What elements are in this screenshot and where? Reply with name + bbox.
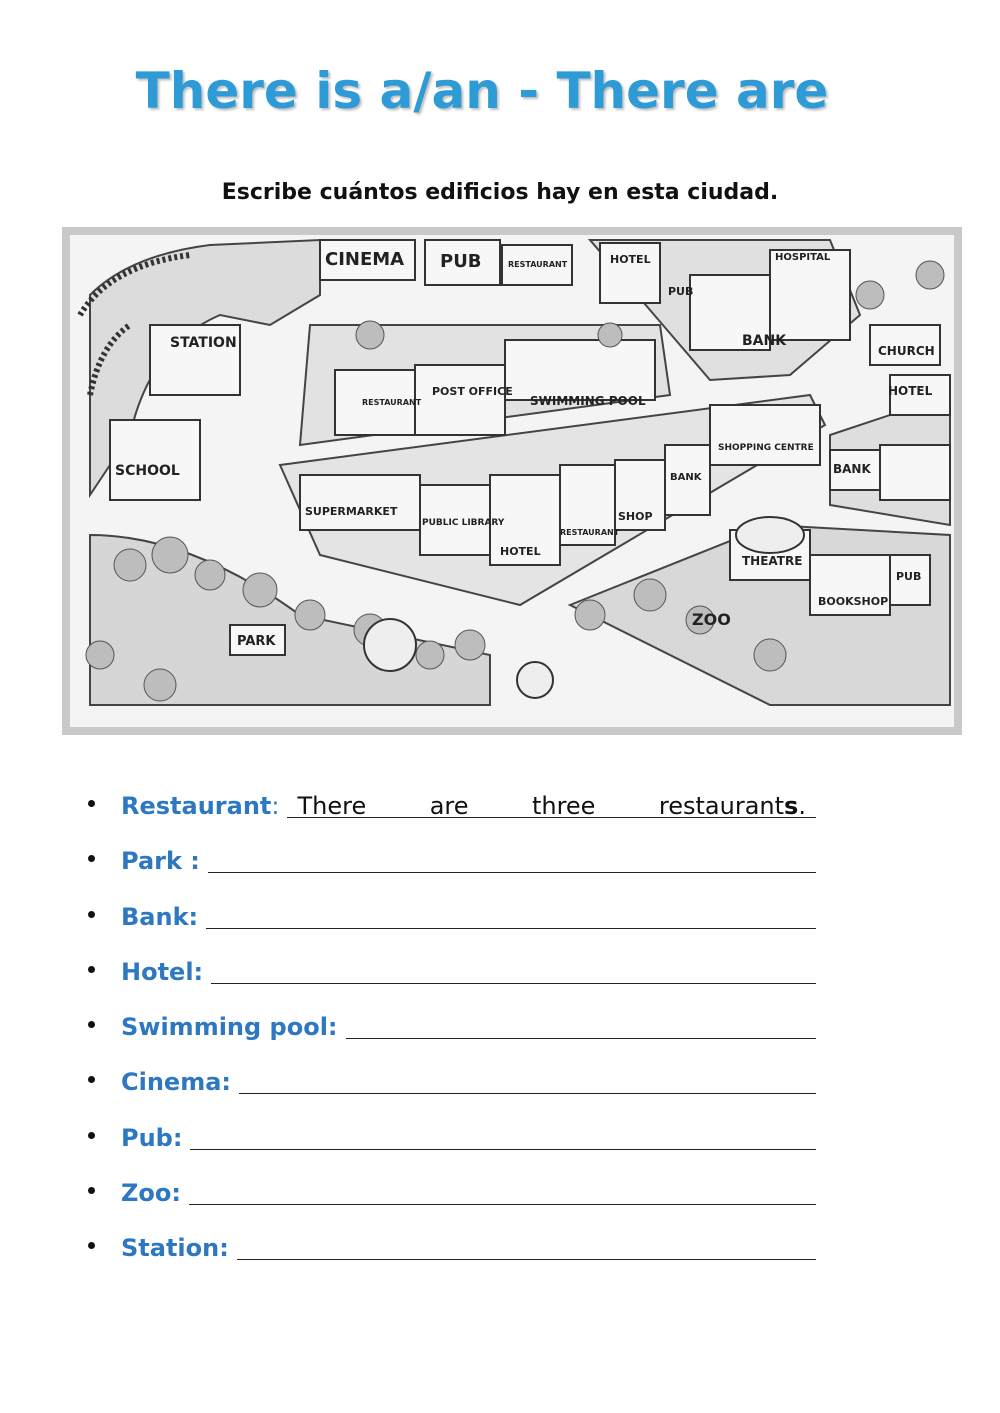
city-map-frame — [62, 227, 962, 735]
item-label: Cinema: — [121, 1068, 232, 1097]
map-label-hotel-right: HOTEL — [888, 384, 933, 398]
map-label-school: SCHOOL — [115, 463, 180, 479]
map-label-pub-top: PUB — [440, 251, 482, 272]
answer-line[interactable] — [346, 1007, 816, 1039]
list-item — [88, 1007, 828, 1062]
bullet-icon — [88, 855, 95, 862]
list-item — [88, 952, 828, 1007]
answer-line[interactable] — [206, 897, 816, 929]
bullet-icon — [88, 1076, 95, 1083]
list-item — [88, 1173, 828, 1228]
answer-line[interactable] — [208, 841, 816, 873]
map-label-restaurant-top: RESTAURANT — [508, 260, 568, 269]
map-label-pub-right: PUB — [896, 570, 922, 583]
bullet-icon — [88, 966, 95, 973]
map-label-restaurant-low: RESTAURANT — [560, 528, 620, 537]
item-label: Hotel: — [121, 957, 204, 986]
map-label-station: STATION — [170, 335, 237, 351]
map-label-bank-right: BANK — [833, 462, 871, 476]
exercise-list — [88, 786, 828, 1284]
page-title: There is a/an - There are — [135, 62, 829, 120]
map-label-shopping-centre: SHOPPING CENTRE — [718, 443, 814, 453]
map-label-cinema: CINEMA — [325, 249, 405, 270]
bullet-icon — [88, 800, 95, 807]
map-label-pub-side: PUB — [668, 285, 694, 298]
item-label: Pub: — [121, 1123, 183, 1152]
bullet-icon — [88, 1242, 95, 1249]
map-label-hotel-mid: HOTEL — [500, 545, 541, 558]
item-label: Restaurant — [121, 792, 272, 820]
map-label-hotel-top: HOTEL — [610, 253, 651, 266]
map-label-hospital: HOSPITAL — [775, 252, 831, 263]
map-label-swimming-pool: SWIMMING POOL — [530, 394, 646, 408]
map-label-bank-top: BANK — [742, 333, 787, 349]
item-label: Zoo: — [121, 1179, 181, 1208]
plural-suffix: s — [784, 792, 799, 820]
list-item — [88, 841, 828, 896]
item-label: Park : — [121, 847, 200, 876]
bullet-icon — [88, 1132, 95, 1139]
answer-line[interactable] — [189, 1173, 816, 1205]
map-label-bookshop: BOOKSHOP — [818, 595, 889, 608]
bullet-icon — [88, 911, 95, 918]
list-item — [88, 1118, 828, 1173]
city-map-illustration — [70, 235, 954, 727]
answer-line[interactable] — [237, 1228, 816, 1260]
map-label-supermarket: SUPERMARKET — [305, 505, 398, 518]
map-label-church: CHURCH — [878, 344, 935, 358]
list-item — [88, 1228, 828, 1283]
map-label-public-library: PUBLIC LIBRARY — [422, 518, 505, 528]
bullet-icon — [88, 1021, 95, 1028]
answer-line[interactable] — [190, 1118, 816, 1150]
instruction-text: Escribe cuántos edificios hay en esta ciudad. — [221, 180, 779, 205]
map-label-post-office: POST OFFICE — [432, 385, 513, 398]
map-label-park: PARK — [237, 634, 276, 649]
answer-line[interactable] — [239, 1062, 816, 1094]
list-item: Restaurant : There are three restaurants. — [88, 786, 828, 841]
map-label-theatre: THEATRE — [742, 554, 803, 568]
map-label-shop: SHOP — [618, 510, 653, 523]
item-label: Station: — [121, 1234, 229, 1263]
list-item — [88, 1062, 828, 1117]
bullet-icon — [88, 1187, 95, 1194]
item-label: Bank: — [121, 902, 199, 931]
answer-line[interactable]: There are three restaurants. — [287, 786, 816, 818]
list-item — [88, 897, 828, 952]
item-label: Swimming pool: — [121, 1013, 338, 1042]
map-label-zoo: ZOO — [692, 610, 731, 629]
map-label-restaurant-mid: RESTAURANT — [362, 398, 422, 407]
answer-line[interactable] — [211, 952, 816, 984]
map-label-bank-mid: BANK — [670, 472, 702, 483]
